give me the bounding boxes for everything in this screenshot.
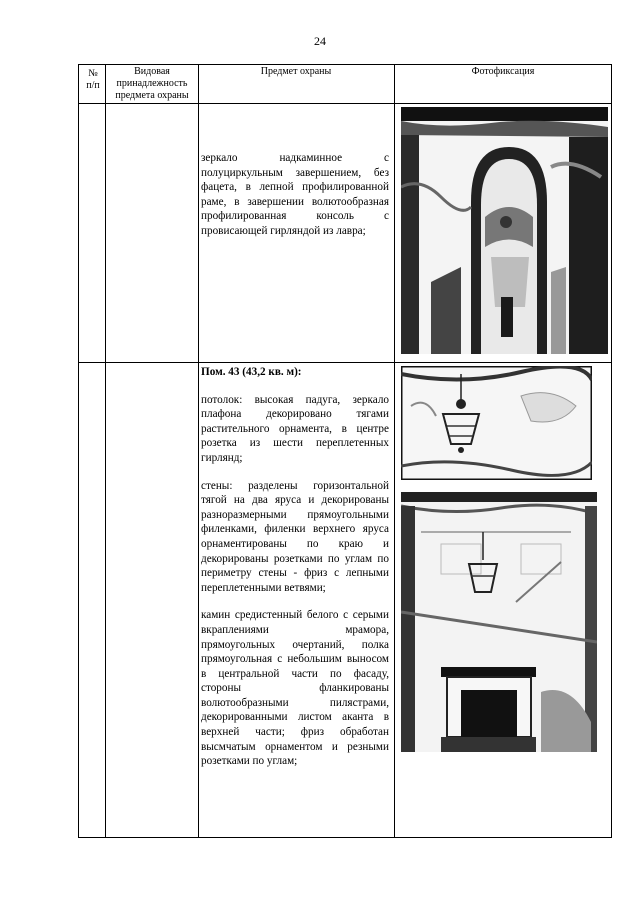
page-number: 24 — [314, 34, 326, 48]
ceiling-description: потолок: высокая падуга, зеркало плафона декорировано тягами растительного орнамента, в центре розетка из шести переплетенных гирлянд; — [201, 393, 389, 464]
table-border-top — [78, 64, 612, 65]
column-divider-2 — [198, 64, 199, 838]
room-title: Пом. 43 (43,2 кв. м): — [201, 366, 302, 378]
table-border-left — [78, 64, 79, 838]
walls-description: стены: разделены горизонтальной тягой на два яруса и декорированы разноразмерными прямоугольными филенками, филенки верхнего яруса орнаментированы по краю и декорированы розетками по углам по периметру стены - фриз с лепными переплетенными ветвями; — [201, 479, 389, 594]
table-border-right — [611, 64, 612, 838]
column-divider-1 — [105, 64, 106, 838]
table-border-bottom — [78, 837, 612, 838]
photo-ceiling — [401, 366, 592, 480]
mirror-description: зеркало надкаминное с полуциркульным завершением, без фацета, в лепной профилированной раме, в завершении волютообразная профилированная консоль с провисающей гирляндой из лавра; — [201, 152, 389, 237]
protection-table — [78, 64, 612, 838]
fireplace-description: камин средистенный белого с серыми вкраплениями мрамора, прямоугольных очертаний, полка прямоугольная с небольшим выносом в центральной части по фасаду, стороны фланкированы волютообразными пилястрами, декорированными листом аканта в верхней части; фриз обработан высмчатым орнаментом и резными розетками по углам; — [201, 609, 389, 768]
header-divider — [78, 103, 612, 104]
header-subject: Предмет охраны — [260, 66, 332, 77]
ceiling-photo-image — [401, 366, 592, 480]
header-type: Видовая принадлежность предмета охраны — [115, 66, 189, 101]
header-photo: Фотофиксация — [471, 66, 535, 77]
photo-mirror — [401, 107, 608, 354]
row2-subject — [201, 365, 389, 769]
mirror-photo-image — [401, 107, 608, 354]
walls-photo-image — [401, 492, 597, 752]
header-number: № п/п — [86, 68, 100, 91]
row1-subject — [201, 151, 389, 239]
photo-walls-fireplace — [401, 492, 597, 752]
row-divider — [78, 362, 612, 363]
column-divider-3 — [394, 64, 395, 838]
